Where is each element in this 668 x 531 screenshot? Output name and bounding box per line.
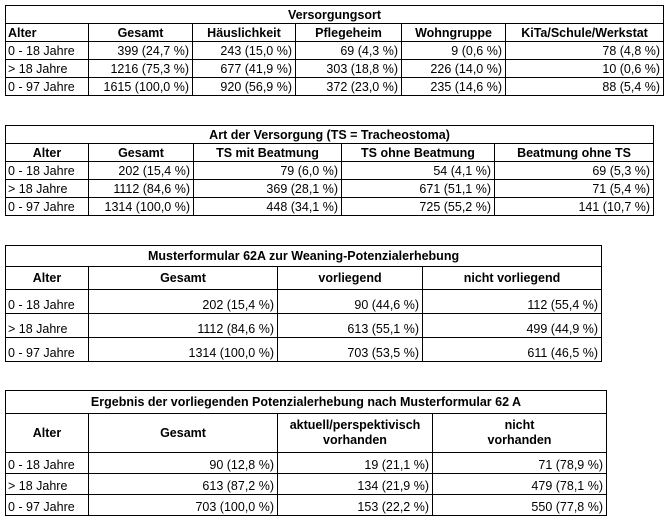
age-cell: 0 - 18 Jahre: [6, 453, 89, 474]
value-cell: 479 (78,1 %): [433, 474, 607, 495]
value-cell: 71 (78,9 %): [433, 453, 607, 474]
value-cell: 1112 (84,6 %): [89, 314, 278, 338]
value-cell: 499 (44,9 %): [423, 314, 602, 338]
column-header-alter: Alter: [6, 414, 89, 453]
column-header-gesamt: Gesamt: [89, 24, 193, 42]
value-cell: 611 (46,5 %): [423, 338, 602, 362]
column-header-haeuslichkeit: Häuslichkeit: [193, 24, 296, 42]
age-cell: 0 - 97 Jahre: [6, 198, 89, 216]
value-cell: 90 (44,6 %): [278, 290, 423, 314]
column-header-beatmung-ohne-ts: Beatmung ohne TS: [495, 144, 654, 162]
header-line: vorhanden: [487, 433, 552, 447]
value-cell: 1112 (84,6 %): [89, 180, 194, 198]
table-row: [6, 198, 654, 216]
column-header-gesamt: Gesamt: [89, 144, 194, 162]
table-row: [6, 474, 607, 495]
value-cell: 71 (5,4 %): [495, 180, 654, 198]
value-cell: 369 (28,1 %): [194, 180, 342, 198]
column-header-pflegeheim: Pflegeheim: [296, 24, 402, 42]
header-line: vorhanden: [323, 433, 387, 447]
value-cell: 10 (0,6 %): [506, 60, 664, 78]
age-cell: 0 - 97 Jahre: [6, 338, 89, 362]
value-cell: 226 (14,0 %): [402, 60, 506, 78]
table-title: Musterformular 62A zur Weaning-Potenzialerhebung: [6, 246, 602, 267]
value-cell: 1615 (100,0 %): [89, 78, 193, 96]
column-header-alter: Alter: [6, 267, 89, 290]
column-header-wohngruppe: Wohngruppe: [402, 24, 506, 42]
value-cell: 703 (53,5 %): [278, 338, 423, 362]
value-cell: 725 (55,2 %): [342, 198, 495, 216]
table-row: [6, 314, 602, 338]
table-row: [6, 42, 664, 60]
column-header-nicht-vorhanden: [433, 414, 607, 453]
table-row: [6, 78, 664, 96]
value-cell: 202 (15,4 %): [89, 162, 194, 180]
value-cell: 703 (100,0 %): [89, 495, 278, 516]
value-cell: 141 (10,7 %): [495, 198, 654, 216]
table-row: [6, 290, 602, 314]
value-cell: 1314 (100,0 %): [89, 198, 194, 216]
value-cell: 235 (14,6 %): [402, 78, 506, 96]
value-cell: 1314 (100,0 %): [89, 338, 278, 362]
value-cell: 920 (56,9 %): [193, 78, 296, 96]
table-row: [6, 162, 654, 180]
table-title: Art der Versorgung (TS = Tracheostoma): [6, 126, 654, 144]
value-cell: 79 (6,0 %): [194, 162, 342, 180]
age-cell: 0 - 18 Jahre: [6, 162, 89, 180]
column-header-alter: Alter: [6, 144, 89, 162]
table-title: Versorgungsort: [6, 6, 664, 24]
age-cell: > 18 Jahre: [6, 180, 89, 198]
value-cell: 671 (51,1 %): [342, 180, 495, 198]
column-header-nicht-vorliegend: nicht vorliegend: [423, 267, 602, 290]
age-cell: 0 - 18 Jahre: [6, 42, 89, 60]
value-cell: 54 (4,1 %): [342, 162, 495, 180]
column-header-gesamt: Gesamt: [89, 267, 278, 290]
value-cell: 78 (4,8 %): [506, 42, 664, 60]
age-cell: 0 - 97 Jahre: [6, 78, 89, 96]
age-cell: > 18 Jahre: [6, 60, 89, 78]
age-cell: > 18 Jahre: [6, 314, 89, 338]
value-cell: 69 (4,3 %): [296, 42, 402, 60]
column-header-kita-schule-werkstat: KiTa/Schule/Werkstat: [506, 24, 664, 42]
value-cell: 448 (34,1 %): [194, 198, 342, 216]
value-cell: 153 (22,2 %): [278, 495, 433, 516]
value-cell: 1216 (75,3 %): [89, 60, 193, 78]
age-cell: 0 - 97 Jahre: [6, 495, 89, 516]
versorgungsort-table: [5, 5, 664, 96]
column-header-ts-ohne-beatmung: TS ohne Beatmung: [342, 144, 495, 162]
column-header-aktuell-perspektivisch-vorhanden: [278, 414, 433, 453]
musterformular-62a-table: [5, 245, 602, 362]
table-row: [6, 495, 607, 516]
value-cell: 613 (87,2 %): [89, 474, 278, 495]
value-cell: 202 (15,4 %): [89, 290, 278, 314]
value-cell: 90 (12,8 %): [89, 453, 278, 474]
table-row: [6, 60, 664, 78]
value-cell: 677 (41,9 %): [193, 60, 296, 78]
value-cell: 88 (5,4 %): [506, 78, 664, 96]
value-cell: 112 (55,4 %): [423, 290, 602, 314]
table-title: Ergebnis der vorliegenden Potenzialerhebung nach Musterformular 62 A: [6, 391, 607, 414]
age-cell: 0 - 18 Jahre: [6, 290, 89, 314]
art-der-versorgung-table: [5, 125, 654, 216]
table-row: [6, 338, 602, 362]
table-row: [6, 453, 607, 474]
header-line: nicht: [504, 418, 535, 432]
value-cell: 134 (21,9 %): [278, 474, 433, 495]
value-cell: 399 (24,7 %): [89, 42, 193, 60]
value-cell: 550 (77,8 %): [433, 495, 607, 516]
column-header-alter: Alter: [6, 24, 89, 42]
column-header-ts-mit-beatmung: TS mit Beatmung: [194, 144, 342, 162]
header-line: aktuell/perspektivisch: [289, 418, 421, 432]
value-cell: 613 (55,1 %): [278, 314, 423, 338]
age-cell: > 18 Jahre: [6, 474, 89, 495]
value-cell: 243 (15,0 %): [193, 42, 296, 60]
value-cell: 69 (5,3 %): [495, 162, 654, 180]
column-header-gesamt: Gesamt: [89, 414, 278, 453]
table-row: [6, 180, 654, 198]
value-cell: 19 (21,1 %): [278, 453, 433, 474]
value-cell: 303 (18,8 %): [296, 60, 402, 78]
column-header-vorliegend: vorliegend: [278, 267, 423, 290]
ergebnis-potenzialerhebung-table: [5, 390, 607, 516]
value-cell: 9 (0,6 %): [402, 42, 506, 60]
value-cell: 372 (23,0 %): [296, 78, 402, 96]
